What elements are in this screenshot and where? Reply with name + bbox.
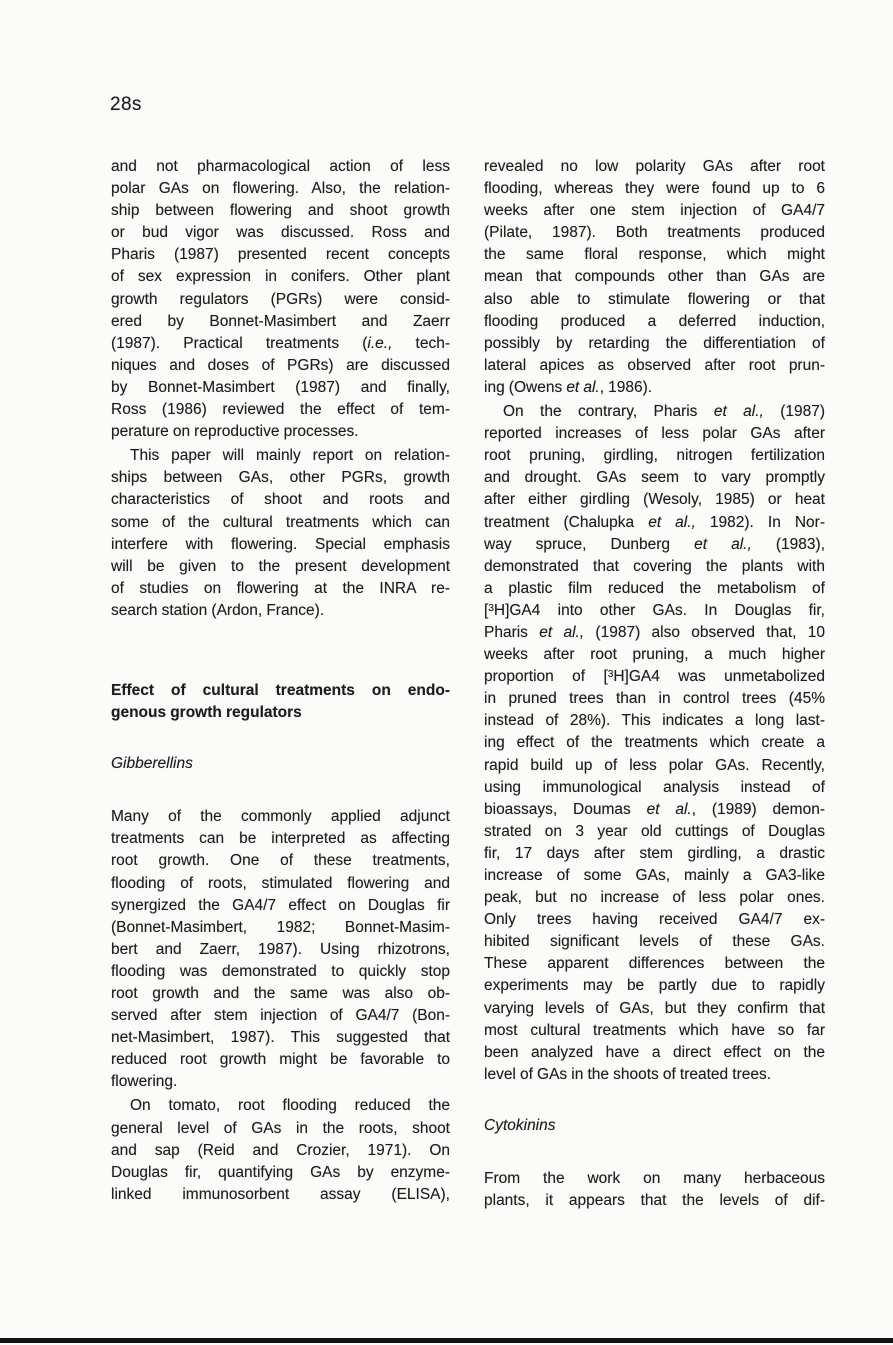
text-line: way spruce, Dunberg et al., (1983), [484,535,825,553]
text-line: varying levels of GAs, but they confirm that [484,999,825,1017]
paragraph-gibberellins-1 [111,806,450,1093]
text-line: some of the cultural treatments which can [111,513,450,531]
text-line: weeks after root pruning, a much higher [484,646,825,664]
text-line: bert and Zaerr, 1987). Using rhizotrons, [111,940,450,958]
text-line: ship between flowering and shoot growth [111,202,450,220]
text-line: (Pilate, 1987). Both treatments produced [484,224,825,242]
text-line: of sex expression in conifers. Other plant [111,268,450,286]
text-line: increase of some GAs, mainly a GA3-like [484,867,825,884]
subheading-cytokinins: Cytokinins [484,1116,556,1134]
text-line: root growth and the same was also ob- [111,985,450,1002]
text-line: of studies on flowering at the INRA re- [111,579,450,597]
text-line: net-Masimbert, 1987). This suggested that [111,1029,450,1047]
paragraph-gibberellins-2 [111,1095,450,1205]
text-line: weeks after one stem injection of GA4/7 [484,202,825,220]
text-line: This paper will mainly report on relation- [130,447,450,465]
text-line: most cultural treatments which have so far [484,1021,825,1039]
text-line: demonstrated that covering the plants with [484,557,825,575]
text-line: and not pharmacological action of less [111,158,450,175]
text-line: mean that compounds other than GAs are [484,268,825,286]
subheading-gibberellins: Gibberellins [111,755,193,773]
text-line: ing (Owens et al., 1986). [484,378,653,396]
text-line: [$^3$H]GA4 into other GAs. In Douglas fir, [484,601,825,619]
text-line: flooding of roots, stimulated flowering and [111,874,450,892]
text-line: root growth. One of these treatments, [111,852,450,870]
text-line: On the contrary, Pharis et al., (1987) [503,403,825,421]
left-text-column [111,156,450,1206]
text-line: and drought. GAs seem to vary promptly [484,469,825,487]
text-line: plants, it appears that the levels of dif- [484,1192,825,1210]
text-line: These apparent differences between the [484,955,825,973]
text-line: lateral apices as observed after root prun- [484,356,825,374]
text-line: polar GAs on flowering. Also, the relation- [111,180,450,198]
text-line: experiments may be partly due to rapidly [484,977,825,995]
text-line: revealed no low polarity GAs after root [484,158,825,175]
text-line: treatments can be interpreted as affecting [111,830,450,848]
text-line: (Bonnet-Masimbert, 1982; Bonnet-Masim- [111,918,450,936]
paragraph-cytokinins [484,1168,825,1212]
paragraph-paper-scope [111,445,450,622]
text-line: From the work on many herbaceous [484,1170,825,1188]
text-line: reported increases of less polar GAs after [484,425,825,443]
text-line: strated on 3 year old cuttings of Douglas [484,822,825,840]
text-line: level of GAs in the shoots of treated trees. [484,1065,772,1083]
text-line: characteristics of shoot and roots and [111,491,450,509]
text-line: Pharis et al., (1987) also observed that, 10 [484,623,825,641]
text-line: synergized the GA4/7 effect on Douglas fir [111,896,450,914]
text-line: possibly by retarding the differentiation of [484,334,825,352]
text-line: Effect of cultural treatments on endo- [111,681,450,699]
text-line: hibited significant levels of these GAs. [484,933,825,951]
section-heading [111,680,450,724]
text-line: in pruned trees than in control trees (45% [484,690,825,708]
text-line: by Bonnet-Masimbert (1987) and finally, [111,378,450,396]
text-line: Only trees having received GA4/7 ex- [484,911,825,929]
text-line: perature on reproductive processes. [111,423,359,441]
text-line: genous growth regulators [111,704,302,722]
paragraph-elisa-continued [484,156,825,399]
text-line: fir, 17 days after stem girdling, a drastic [484,844,825,862]
text-line: using immunological analysis instead of [484,778,825,796]
text-line: search station (Ardon, France). [111,601,325,619]
text-line: and sap (Reid and Crozier, 1971). On [111,1141,450,1159]
text-line: bioassays, Doumas et al., (1989) demon- [484,800,825,818]
text-line: proportion of [$^3$H]GA4 was unmetabolized [484,668,825,686]
text-line: flowering. [111,1073,178,1091]
text-line: ered by Bonnet-Masimbert and Zaerr [111,312,450,330]
text-line: Ross (1986) reviewed the effect of tem- [111,401,450,419]
text-line: instead of 28%). This indicates a long last- [484,712,825,730]
text-line: will be given to the present development [111,557,450,575]
text-line: the same floral response, which might [484,246,825,264]
paragraph-pharis-contrary [484,401,825,1086]
text-line: also able to stimulate flowering or that [484,290,825,308]
text-line: flooding was demonstrated to quickly stop [111,962,450,980]
paragraph-continued [111,156,450,443]
text-line: after either girdling (Wesoly, 1985) or heat [484,491,825,509]
right-text-column [484,156,825,1212]
text-line: general level of GAs in the roots, shoot [111,1119,450,1137]
text-line: root pruning, girdling, nitrogen fertilization [484,447,825,465]
text-line: peak, but no increase of less polar ones. [484,889,825,907]
text-line: ships between GAs, other PGRs, growth [111,469,450,487]
text-line: niques and doses of PGRs) are discussed [111,356,450,374]
text-line: Pharis (1987) presented recent concepts [111,246,450,264]
scan-edge-bar [0,1338,893,1343]
text-line: served after stem injection of GA4/7 (Bon- [111,1007,450,1025]
text-line: rapid build up of less polar GAs. Recently, [484,756,825,774]
text-line: Douglas fir, quantifying GAs by enzyme- [111,1163,450,1181]
text-line: a plastic film reduced the metabolism of [484,579,825,597]
text-line: treatment (Chalupka et al., 1982). In Nor- [484,513,825,531]
text-line: been analyzed have a direct effect on the [484,1043,825,1061]
text-line: growth regulators (PGRs) were consid- [111,290,450,308]
text-line: interfere with flowering. Special emphasis [111,535,450,553]
text-line: Many of the commonly applied adjunct [111,808,450,826]
text-line: reduced root growth might be favorable to [111,1051,450,1069]
text-line: On tomato, root flooding reduced the [130,1097,450,1115]
page-number: 28s [110,94,142,115]
text-line: (1987). Practical treatments (i.e., tech- [111,334,450,352]
text-line: or bud vigor was discussed. Ross and [111,224,450,242]
text-line: flooding produced a deferred induction, [484,312,825,330]
text-line: linked immunosorbent assay (ELISA), [111,1185,450,1203]
text-line: ing effect of the treatments which create a [484,734,825,752]
text-line: flooding, whereas they were found up to 6 [484,180,825,198]
